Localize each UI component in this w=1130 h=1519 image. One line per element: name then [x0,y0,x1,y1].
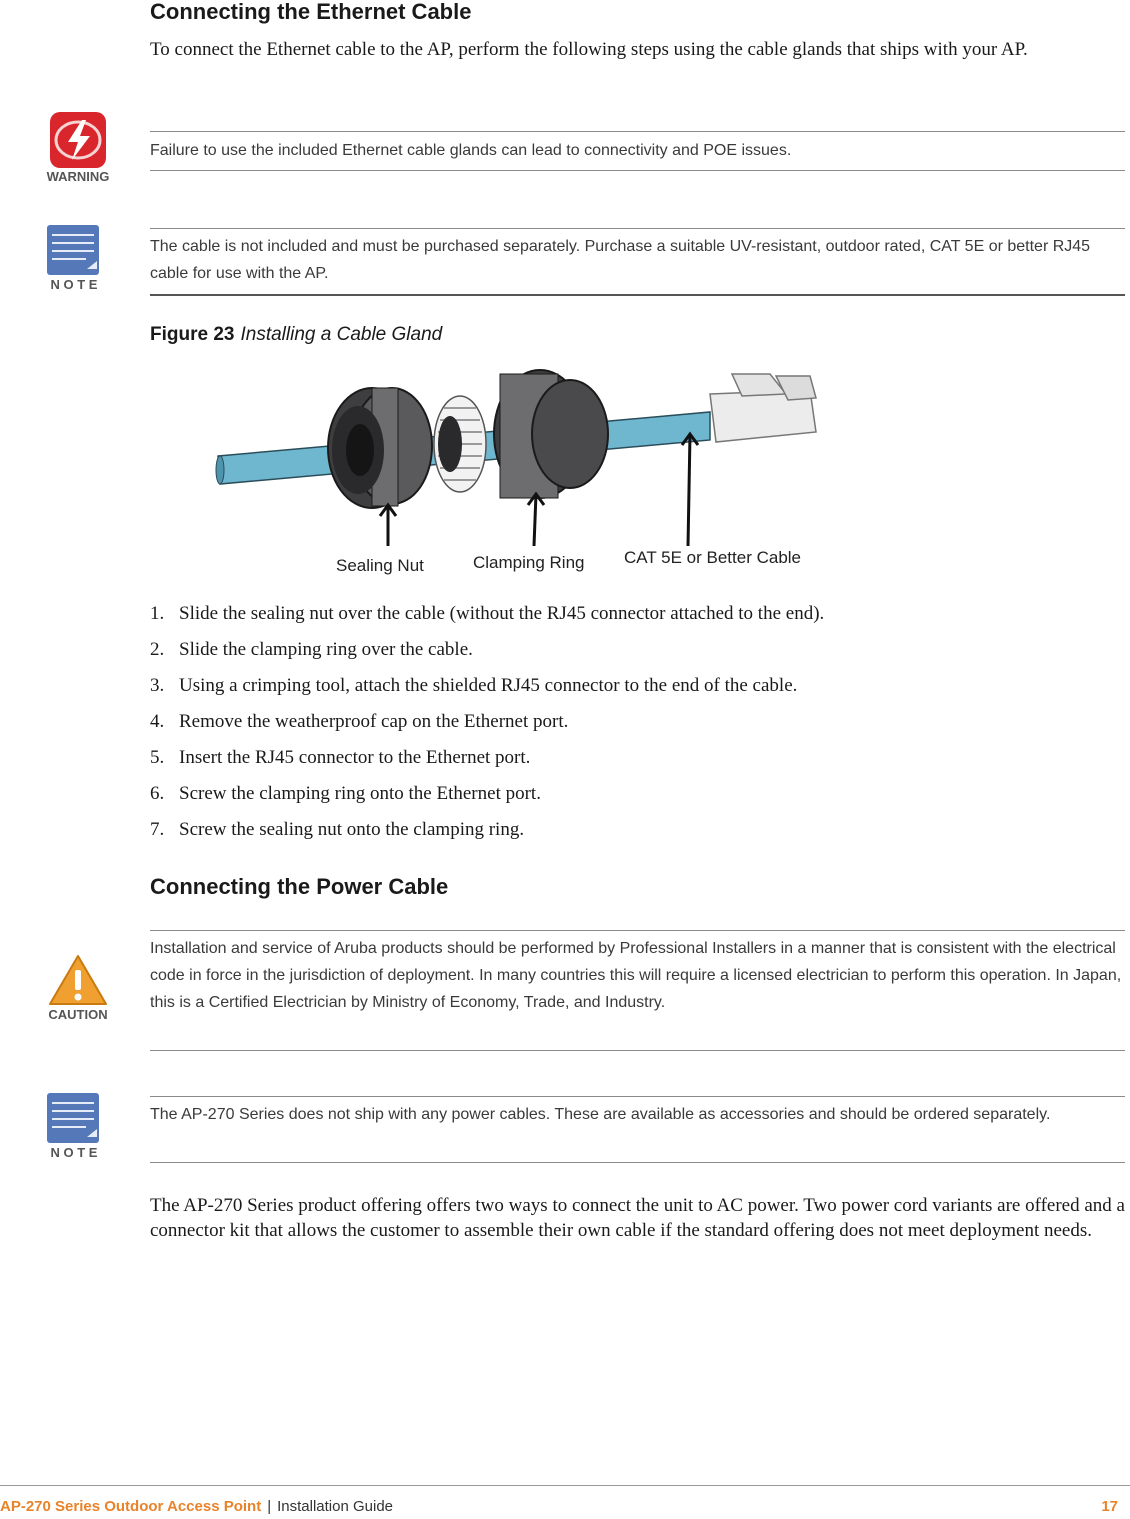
ethernet-intro: To connect the Ethernet cable to the AP, perform the following steps using the cable glands that ships with your AP. [150,39,1028,60]
label-clamping-ring: Clamping Ring [473,553,585,572]
warning-icon-label: WARNING [46,169,110,184]
note-icon [42,1091,114,1166]
figure-number: Figure 23 [150,324,235,345]
warning-icon [42,110,114,185]
rj45-connector-shape [710,374,816,442]
footer-separator: | [267,1498,272,1515]
warning-callout [150,131,1125,171]
cable-gland-illustration [210,360,830,560]
section-heading-ethernet: Connecting the Ethernet Cable [150,0,472,24]
list-item: 4. Remove the weatherproof cap on the Ethernet port. [150,711,569,732]
note-text: The AP-270 Series does not ship with any power cables. These are available as accessories and should be ordered separately. [150,1106,1051,1123]
footer-doc-type: Installation Guide [277,1498,394,1515]
list-item: 1. Slide the sealing nut over the cable (without the RJ45 connector attached to the end). [150,603,825,624]
page-number: 17 [1101,1498,1118,1515]
gland-body-shape [494,370,608,498]
clamping-ring-shape [434,396,486,492]
note-callout-cable [150,228,1125,296]
note-icon-label: N O T E [50,1145,98,1160]
installation-steps [150,601,824,853]
figure-caption [150,324,442,346]
footer [0,1498,393,1515]
list-item: 3. Using a crimping tool, attach the shielded RJ45 connector to the end of the cable. [150,675,798,696]
list-item: 7. Screw the sealing nut onto the clamping ring. [150,819,525,840]
list-item: 6. Screw the clamping ring onto the Ethernet port. [150,783,541,804]
caution-icon [42,952,114,1027]
list-item: 5. Insert the RJ45 connector to the Ethernet port. [150,747,531,768]
caution-text: Installation and service of Aruba products should be performed by Professional Installers in a manner that is consistent with the electrical code in force in the jurisdiction of deployment. In many countries this will require a licensed electrician to perform this operation. In Japan, this is a Certified Electrician by Ministry of Economy, Trade, and Industry. [150,940,1122,1011]
caution-callout [150,930,1125,1051]
note-callout-power [150,1096,1125,1163]
list-item: 2. Slide the clamping ring over the cable. [150,639,473,660]
note-text: The cable is not included and must be purchased separately. Purchase a suitable UV-resistant, outdoor rated, CAT 5E or better RJ45 cable for use with the AP. [150,238,1091,282]
footer-product: AP-270 Series Outdoor Access Point [0,1498,262,1515]
note-icon-label: N O T E [50,277,98,292]
power-body-text: The AP-270 Series product offering offers two ways to connect the unit to AC power. Two power cord variants are offered and a connector kit that allows the customer to assemble their own cable if the standard offering does not meet deployment needs. [150,1195,1125,1241]
figure-title: Installing a Cable Gland [240,324,443,345]
footer-divider [0,1485,1130,1486]
label-cable: CAT 5E or Better Cable [624,548,802,567]
section-heading-power: Connecting the Power Cable [150,874,449,899]
sealing-nut-shape [328,388,432,508]
warning-text: Failure to use the included Ethernet cable glands can lead to connectivity and POE issues. [150,142,792,159]
label-sealing-nut: Sealing Nut [336,556,424,575]
note-icon [42,223,114,298]
caution-icon-label: CAUTION [48,1007,108,1022]
